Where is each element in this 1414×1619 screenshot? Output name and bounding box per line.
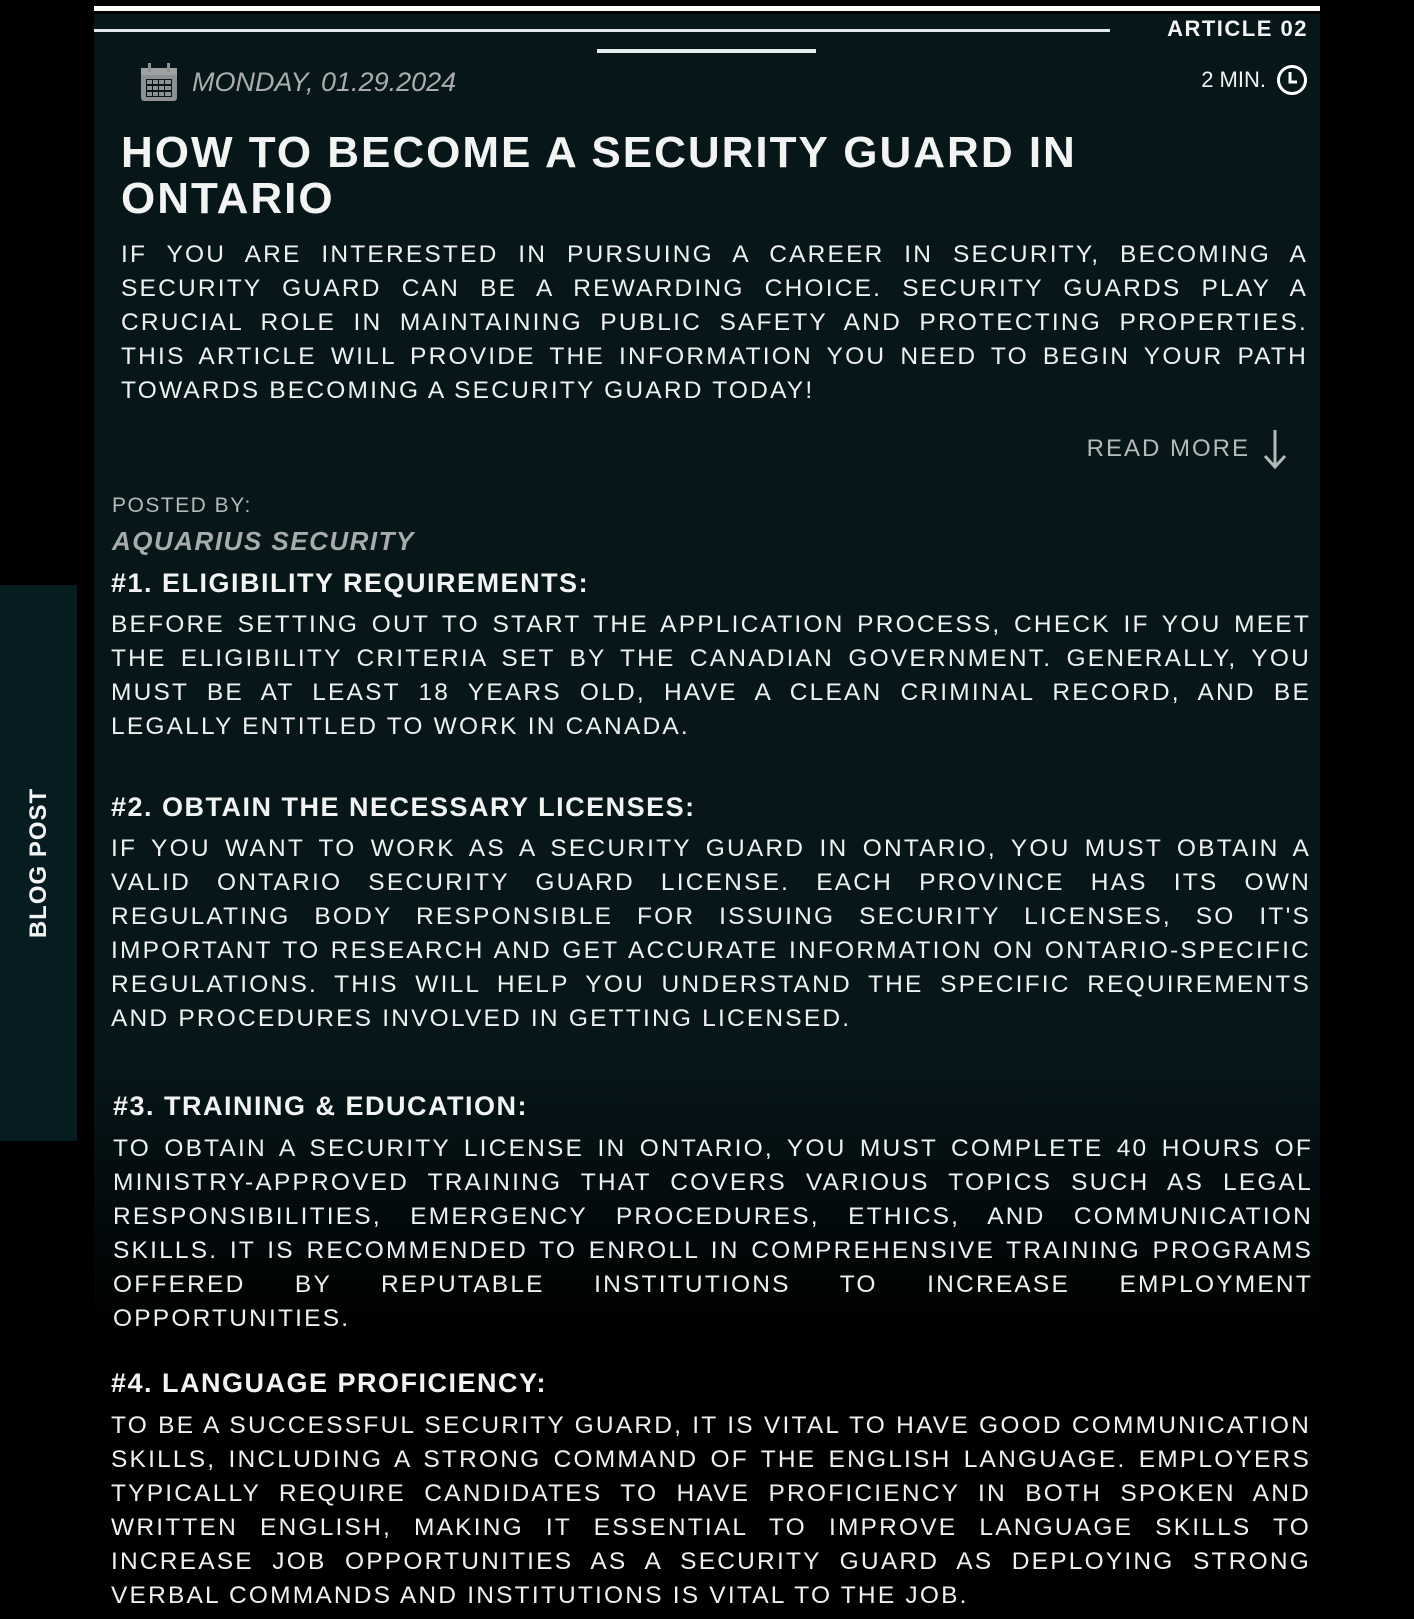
divider — [597, 49, 816, 53]
post-date — [140, 62, 456, 102]
section-body: TO OBTAIN A SECURITY LICENSE IN ONTARIO, YOU MUST COMPLETE 40 HOURS OF MINISTRY-APPROVED TRAINING THAT COVERS VARIOUS TOPICS SUCH AS LEGAL RESPONSIBILITIES, EMERGENCY PROCEDURES, ETHICS, AND COMMUNICATION SKILLS. IT IS RECOMMENDED TO ENROLL IN COMPREHENSIVE TRAINING PROGRAMS OFFERED BY REPUTABLE INSTITUTIONS TO INCREASE EMPLOYMENT OPPORTUNITIES. — [113, 1135, 1313, 1332]
section-body: IF YOU WANT TO WORK AS A SECURITY GUARD IN ONTARIO, YOU MUST OBTAIN A VALID ONTARIO SECURITY GUARD LICENSE. EACH PROVINCE HAS ITS OWN REGULATING BODY RESPONSIBLE FOR ISSUING SECURITY LICENSES, SO IT'S IMPORTANT TO RESEARCH AND GET ACCURATE INFORMATION ON ONTARIO-SPECIFIC REGULATIONS. THIS WILL HELP YOU UNDERSTAND THE SPECIFIC REQUIREMENTS AND PROCEDURES INVOLVED IN GETTING LICENSED. — [111, 835, 1311, 1032]
calendar-icon — [140, 62, 178, 102]
clock-icon — [1276, 64, 1308, 96]
section-heading: #3. TRAINING & EDUCATION: — [113, 1091, 529, 1121]
blog-post-tab[interactable] — [0, 585, 77, 1141]
author-name: AQUARIUS SECURITY — [112, 526, 415, 556]
divider — [94, 6, 1320, 11]
article-number: ARTICLE 02 — [1167, 16, 1308, 41]
read-time — [1201, 64, 1308, 96]
read-more-button[interactable] — [1087, 428, 1288, 470]
section-heading: #2. OBTAIN THE NECESSARY LICENSES: — [111, 792, 696, 822]
section-body: BEFORE SETTING OUT TO START THE APPLICATION PROCESS, CHECK IF YOU MEET THE ELIGIBILITY CRITERIA SET BY THE CANADIAN GOVERNMENT. GENERALLY, YOU MUST BE AT LEAST 18 YEARS OLD, HAVE A CLEAN CRIMINAL RECORD, AND BE LEGALLY ENTITLED TO WORK IN CANADA. — [111, 611, 1311, 740]
intro-text: IF YOU ARE INTERESTED IN PURSUING A CAREER IN SECURITY, BECOMING A SECURITY GUARD CAN BE A REWARDING CHOICE. SECURITY GUARDS PLAY A CRUCIAL ROLE IN MAINTAINING PUBLIC SAFETY AND PROTECTING PROPERTIES. THIS ARTICLE WILL PROVIDE THE INFORMATION YOU NEED TO BEGIN YOUR PATH TOWARDS BECOMING A SECURITY GUARD TODAY! — [121, 241, 1308, 404]
section-heading: #1. ELIGIBILITY REQUIREMENTS: — [111, 568, 590, 598]
section-heading: #4. LANGUAGE PROFICIENCY: — [111, 1368, 548, 1398]
arrow-down-icon — [1262, 428, 1288, 470]
section-body: TO BE A SUCCESSFUL SECURITY GUARD, IT IS VITAL TO HAVE GOOD COMMUNICATION SKILLS, INCLUDING A STRONG COMMAND OF THE ENGLISH LANGUAGE. EMPLOYERS TYPICALLY REQUIRE CANDIDATES TO HAVE PROFICIENCY IN BOTH SPOKEN AND WRITTEN ENGLISH, MAKING IT ESSENTIAL TO IMPROVE LANGUAGE SKILLS TO INCREASE JOB OPPORTUNITIES AS A SECURITY GUARD AS DEPLOYING STRONG VERBAL COMMANDS AND INSTITUTIONS IS VITAL TO THE JOB. — [111, 1412, 1311, 1609]
blog-post-tab-label: BLOG POST — [24, 787, 52, 939]
page-title: HOW TO BECOME A SECURITY GUARD IN ONTARIO — [121, 128, 1077, 223]
read-more-label: READ MORE — [1086, 435, 1250, 462]
read-time-text: 2 MIN. — [1201, 67, 1266, 92]
date-text: MONDAY, 01.29.2024 — [192, 66, 457, 97]
divider — [94, 29, 1110, 32]
posted-by-label: POSTED BY: — [112, 494, 252, 517]
